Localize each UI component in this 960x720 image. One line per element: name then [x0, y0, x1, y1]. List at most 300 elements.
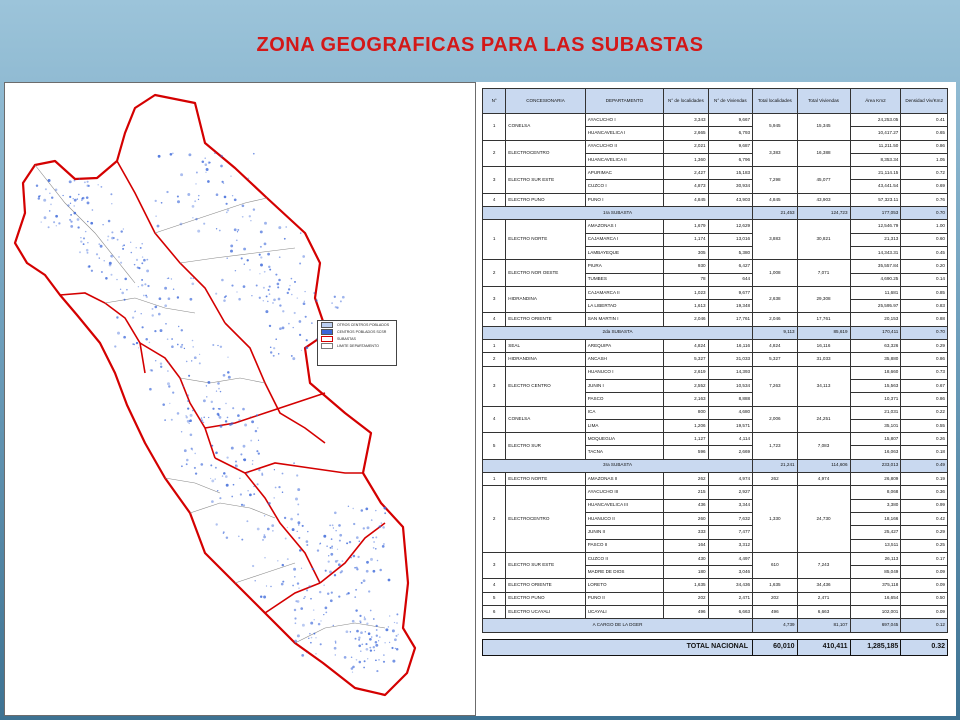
poblado-dot	[99, 257, 100, 258]
poblado-dot	[194, 467, 196, 469]
poblado-dot	[297, 297, 298, 298]
poblado-dot	[173, 288, 174, 289]
poblado-dot	[96, 253, 98, 255]
poblado-dot	[87, 201, 90, 204]
poblado-dot	[50, 204, 52, 206]
poblado-dot	[282, 581, 284, 583]
poblado-dot	[381, 522, 382, 523]
poblado-dot	[249, 269, 250, 270]
poblado-dot	[338, 563, 341, 566]
poblado-dot	[334, 512, 337, 515]
poblado-dot	[331, 538, 333, 540]
poblado-dot	[165, 323, 167, 325]
poblado-dot	[167, 370, 169, 372]
table-cell: 4,680	[708, 406, 752, 419]
poblado-dot	[364, 618, 367, 621]
poblado-dot	[130, 252, 132, 254]
poblado-dot	[167, 382, 170, 385]
poblado-dot	[218, 414, 220, 416]
table-cell: 202	[753, 592, 797, 605]
table-cell: 0.60	[901, 233, 948, 246]
poblado-dot	[395, 648, 396, 649]
table-cell: ELECTRO PUNO	[506, 592, 585, 605]
table-cell: 19,348	[708, 300, 752, 313]
table-cell: 0.86	[901, 393, 948, 406]
table-cell: 496	[753, 605, 797, 618]
table-cell: 6	[483, 605, 506, 618]
table-cell: 202	[664, 592, 708, 605]
table-cell: 3,046	[708, 566, 752, 579]
table-cell: 5,327	[753, 353, 797, 366]
table-cell: 0.99	[901, 499, 948, 512]
table-cell: 4	[483, 406, 506, 433]
poblado-dot	[263, 300, 264, 301]
poblado-dot	[295, 498, 298, 501]
poblado-dot	[396, 613, 398, 615]
poblado-dot	[278, 226, 281, 229]
table-cell: 1.05	[901, 153, 948, 166]
poblado-dot	[333, 625, 334, 626]
poblado-dot	[77, 218, 80, 221]
poblado-dot	[302, 255, 305, 258]
table-cell: 930	[664, 260, 708, 273]
poblado-dot	[298, 537, 300, 539]
table-cell: ELECTRO ORIENTE	[506, 313, 585, 326]
poblado-dot	[236, 239, 238, 241]
poblado-dot	[146, 259, 148, 261]
poblado-dot	[159, 297, 162, 300]
table-cell: 7,632	[708, 512, 752, 525]
table-cell: HUANCAVELICA III	[585, 499, 663, 512]
poblado-dot	[297, 521, 300, 524]
total-nacional-cell: 60,010	[753, 639, 797, 655]
poblado-dot	[263, 536, 266, 539]
table-cell: PIURA	[585, 260, 663, 273]
poblado-dot	[272, 530, 273, 531]
poblado-dot	[247, 472, 249, 474]
poblado-dot	[315, 637, 316, 638]
table-cell: 3,344	[708, 499, 752, 512]
subtotal-cell: 9,113	[753, 326, 797, 339]
poblado-dot	[171, 338, 173, 340]
poblado-dot	[192, 205, 195, 208]
poblado-dot	[358, 639, 360, 641]
poblado-dot	[244, 264, 245, 265]
table-cell: 1,206	[664, 419, 708, 432]
poblado-dot	[243, 285, 246, 288]
table-cell: 0.55	[901, 419, 948, 432]
poblado-dot	[177, 200, 180, 203]
poblado-dot	[266, 295, 268, 297]
poblado-dot	[313, 292, 315, 294]
poblado-dot	[70, 220, 72, 222]
table-cell: UCAYALI	[585, 605, 663, 618]
poblado-dot	[306, 540, 309, 543]
poblado-dot	[226, 456, 228, 458]
poblado-dot	[251, 295, 252, 296]
table-cell: 1,360	[664, 153, 708, 166]
poblado-dot	[86, 196, 89, 199]
subtotal-cell: 177,053	[850, 207, 901, 220]
table-cell: 16,116	[797, 340, 850, 353]
poblado-dot	[177, 344, 179, 346]
table-cell: 2,006	[753, 406, 797, 433]
poblado-dot	[326, 546, 327, 547]
subtotal-cell: 0.49	[901, 459, 948, 472]
table-row	[483, 340, 948, 353]
table-cell: 12,546.79	[850, 220, 901, 233]
table-cell: 26,113	[850, 552, 901, 565]
poblado-dot	[246, 520, 248, 522]
poblado-dot	[132, 316, 134, 318]
poblado-dot	[181, 431, 182, 432]
poblado-dot	[220, 346, 222, 348]
poblado-dot	[192, 449, 193, 450]
poblado-dot	[130, 242, 131, 243]
legend-item-otros	[318, 321, 396, 328]
poblado-dot	[329, 525, 331, 527]
poblado-dot	[184, 348, 185, 349]
col-header: Total Viviendas	[797, 89, 850, 114]
poblado-dot	[177, 296, 179, 298]
table-cell: 0.85	[901, 286, 948, 299]
poblado-dot	[361, 509, 364, 512]
poblado-dot	[267, 253, 270, 256]
poblado-dot	[260, 230, 263, 233]
table-cell: 0.29	[901, 340, 948, 353]
poblado-dot	[388, 579, 391, 582]
poblado-dot	[237, 231, 238, 232]
table-cell: 3,380	[850, 499, 901, 512]
poblado-dot	[331, 592, 333, 594]
poblado-dot	[240, 453, 242, 455]
poblado-dot	[224, 296, 226, 298]
poblado-dot	[273, 497, 275, 499]
table-cell: 3,312	[708, 539, 752, 552]
poblado-dot	[97, 184, 99, 186]
poblado-dot	[269, 286, 271, 288]
poblado-dot	[69, 180, 72, 183]
table-cell: 7,477	[708, 526, 752, 539]
poblado-dot	[275, 274, 277, 276]
poblado-dot	[167, 338, 169, 340]
poblado-dot	[356, 659, 358, 661]
col-header: Total localidades	[753, 89, 797, 114]
table-cell: 10,371	[850, 393, 901, 406]
subtotal-cell: 124,723	[797, 207, 850, 220]
subtotal-cell: 0.12	[901, 619, 948, 632]
table-row	[483, 353, 948, 366]
poblado-dot	[355, 609, 357, 611]
poblado-dot	[319, 543, 320, 544]
poblado-dot	[292, 357, 295, 360]
poblado-dot	[287, 292, 289, 294]
poblado-dot	[282, 564, 284, 566]
poblado-dot	[56, 225, 57, 226]
poblado-dot	[331, 547, 332, 548]
poblado-dot	[253, 493, 255, 495]
poblado-dot	[150, 369, 152, 371]
legend-swatch	[321, 343, 333, 349]
poblado-dot	[230, 175, 231, 176]
poblado-dot	[207, 381, 210, 384]
poblado-dot	[257, 528, 260, 531]
poblado-dot	[55, 189, 58, 192]
poblado-dot	[268, 266, 270, 268]
poblado-dot	[320, 643, 322, 645]
poblado-dot	[87, 181, 89, 183]
poblado-dot	[180, 346, 183, 349]
poblado-dot	[217, 345, 218, 346]
poblado-dot	[158, 313, 161, 316]
poblado-dot	[373, 618, 375, 620]
poblado-dot	[73, 198, 74, 199]
poblado-dot	[170, 153, 173, 156]
poblado-dot	[227, 209, 229, 211]
poblado-dot	[138, 347, 139, 348]
poblado-dot	[111, 237, 114, 240]
poblado-dot	[220, 425, 223, 428]
poblado-dot	[365, 631, 367, 633]
poblado-dot	[205, 172, 206, 173]
poblado-dot	[134, 311, 135, 312]
poblado-dot	[301, 568, 302, 569]
poblado-dot	[347, 592, 349, 594]
poblado-dot	[281, 583, 284, 586]
poblado-dot	[388, 626, 389, 627]
table-cell: LA LIBERTAD	[585, 300, 663, 313]
poblado-dot	[88, 265, 90, 267]
poblado-dot	[375, 659, 377, 661]
poblado-dot	[74, 205, 75, 206]
poblado-dot	[351, 667, 354, 670]
table-cell: AMAZONAS I	[585, 220, 663, 233]
poblado-dot	[217, 490, 218, 491]
poblado-dot	[220, 165, 223, 168]
table-cell: 11,211.50	[850, 140, 901, 153]
poblado-dot	[274, 469, 275, 470]
table-cell: 2,927	[708, 486, 752, 499]
poblado-dot	[225, 475, 228, 478]
poblado-dot	[160, 329, 163, 332]
poblado-dot	[358, 644, 361, 647]
poblado-dot	[36, 184, 38, 186]
table-header-row	[483, 89, 948, 114]
poblado-dot	[152, 308, 154, 310]
poblado-dot	[227, 417, 229, 419]
poblado-dot	[238, 419, 240, 421]
poblado-dot	[77, 198, 78, 199]
poblado-dot	[304, 291, 305, 292]
table-cell: 4,845	[753, 193, 797, 206]
poblado-dot	[284, 238, 286, 240]
table-cell: 430	[664, 552, 708, 565]
table-cell: 15,183	[708, 167, 752, 180]
poblado-dot	[145, 338, 148, 341]
poblado-dot	[203, 399, 206, 402]
poblado-dot	[243, 504, 245, 506]
poblado-dot	[198, 199, 199, 200]
table-cell: 63,326	[850, 340, 901, 353]
poblado-dot	[370, 649, 372, 651]
poblado-dot	[188, 153, 191, 156]
poblado-dot	[101, 271, 103, 273]
poblado-dot	[290, 518, 293, 521]
poblado-dot	[294, 576, 296, 578]
poblado-dot	[247, 177, 249, 179]
poblado-dot	[77, 226, 79, 228]
poblado-dot	[55, 215, 58, 218]
table-cell: 0.20	[901, 260, 948, 273]
table-cell: 9,687	[708, 140, 752, 153]
map-legend	[317, 320, 397, 366]
poblado-dot	[242, 205, 245, 208]
poblado-dot	[141, 243, 143, 245]
poblado-dot	[155, 200, 157, 202]
subtotal-cell: 233,013	[850, 459, 901, 472]
table-cell: 1,635	[753, 579, 797, 592]
table-cell: 1,635	[664, 579, 708, 592]
poblado-dot	[255, 430, 257, 432]
poblado-dot	[353, 523, 355, 525]
legend-swatch	[321, 336, 333, 342]
table-cell: HIDRANDINA	[506, 353, 585, 366]
table-cell: 2	[483, 353, 506, 366]
table-cell: 496	[664, 605, 708, 618]
subtotal-cell: 21,453	[753, 207, 797, 220]
poblado-dot	[261, 473, 263, 475]
legend-label: SUBASTAS	[337, 336, 356, 341]
poblado-dot	[363, 527, 365, 529]
poblado-dot	[193, 278, 194, 279]
table-cell: ANCASH	[585, 353, 663, 366]
poblado-dot	[272, 302, 273, 303]
table-cell: PUNO I	[585, 193, 663, 206]
table-row	[483, 220, 948, 233]
poblado-dot	[138, 286, 139, 287]
poblado-dot	[230, 244, 233, 247]
table-cell: 0.25	[901, 539, 948, 552]
subtotal-cell: 21,241	[753, 459, 797, 472]
poblado-dot	[369, 638, 372, 641]
poblado-dot	[209, 162, 211, 164]
poblado-dot	[379, 569, 382, 572]
poblado-dot	[294, 609, 296, 611]
poblado-dot	[51, 196, 53, 198]
poblado-dot	[69, 219, 71, 221]
poblado-dot	[79, 251, 81, 253]
poblado-dot	[293, 462, 295, 464]
table-cell: SAN MARTIN I	[585, 313, 663, 326]
poblado-dot	[373, 541, 375, 543]
poblado-dot	[257, 483, 259, 485]
poblado-dot	[146, 296, 148, 298]
table-cell: 5	[483, 592, 506, 605]
table-cell: TACNA	[585, 446, 663, 459]
poblado-dot	[223, 533, 224, 534]
poblado-dot	[299, 334, 301, 336]
table-cell: ELECTRO NORTE	[506, 220, 585, 260]
table-cell: 2,427	[664, 167, 708, 180]
poblado-dot	[211, 445, 213, 447]
table-row	[483, 592, 948, 605]
poblado-dot	[181, 329, 183, 331]
table-cell: 375,118	[850, 579, 901, 592]
poblado-dot	[223, 182, 224, 183]
poblado-dot	[208, 417, 209, 418]
poblado-dot	[394, 638, 397, 641]
poblado-dot	[53, 221, 55, 223]
poblado-dot	[291, 294, 293, 296]
table-cell: 45,077	[797, 167, 850, 194]
poblado-dot	[241, 504, 243, 506]
poblado-dot	[334, 647, 337, 650]
poblado-dot	[310, 598, 312, 600]
poblado-dot	[300, 607, 303, 610]
poblado-dot	[187, 394, 189, 396]
poblado-dot	[350, 631, 351, 632]
poblado-dot	[158, 155, 161, 158]
poblado-dot	[104, 260, 105, 261]
poblado-dot	[244, 424, 247, 427]
poblado-dot	[224, 196, 227, 199]
poblado-dot	[186, 361, 188, 363]
poblado-dot	[219, 416, 222, 419]
poblado-dot	[306, 589, 308, 591]
poblado-dot	[87, 221, 89, 223]
poblado-dot	[181, 465, 183, 467]
poblado-dot	[180, 223, 183, 226]
poblado-dot	[227, 371, 230, 374]
poblado-dot	[315, 653, 317, 655]
poblado-dot	[164, 287, 167, 290]
poblado-dot	[334, 574, 336, 576]
poblado-dot	[346, 630, 349, 633]
table-cell: 2,552	[664, 379, 708, 392]
poblado-dot	[325, 607, 328, 610]
poblado-dot	[210, 464, 212, 466]
poblado-dot	[223, 374, 226, 377]
poblado-dot	[285, 538, 287, 540]
poblado-dot	[243, 248, 246, 251]
poblado-dot	[396, 635, 398, 637]
table-cell: 3	[483, 167, 506, 194]
poblado-dot	[277, 560, 279, 562]
total-nacional-cell: 410,411	[797, 639, 850, 655]
poblado-dot	[355, 638, 357, 640]
poblado-dot	[100, 245, 103, 248]
table-cell: 260	[664, 512, 708, 525]
poblado-dot	[149, 342, 151, 344]
poblado-dot	[169, 403, 170, 404]
poblado-dot	[186, 459, 189, 462]
poblado-dot	[187, 400, 189, 402]
table-cell: 8,888	[708, 393, 752, 406]
poblado-dot	[319, 591, 321, 593]
poblado-dot	[349, 541, 351, 543]
col-header: N° de localidades	[664, 89, 708, 114]
table-cell: 16,116	[708, 340, 752, 353]
table-cell: AYACUCHO I	[585, 114, 663, 127]
table-cell: ELECTRO ORIENTE	[506, 579, 585, 592]
poblado-dot	[215, 293, 217, 295]
poblado-dot	[69, 196, 71, 198]
poblado-dot	[249, 215, 251, 217]
poblado-dot	[314, 619, 315, 620]
poblado-dot	[70, 203, 71, 204]
poblado-dot	[378, 640, 379, 641]
table-cell: JUNIN I	[585, 379, 663, 392]
